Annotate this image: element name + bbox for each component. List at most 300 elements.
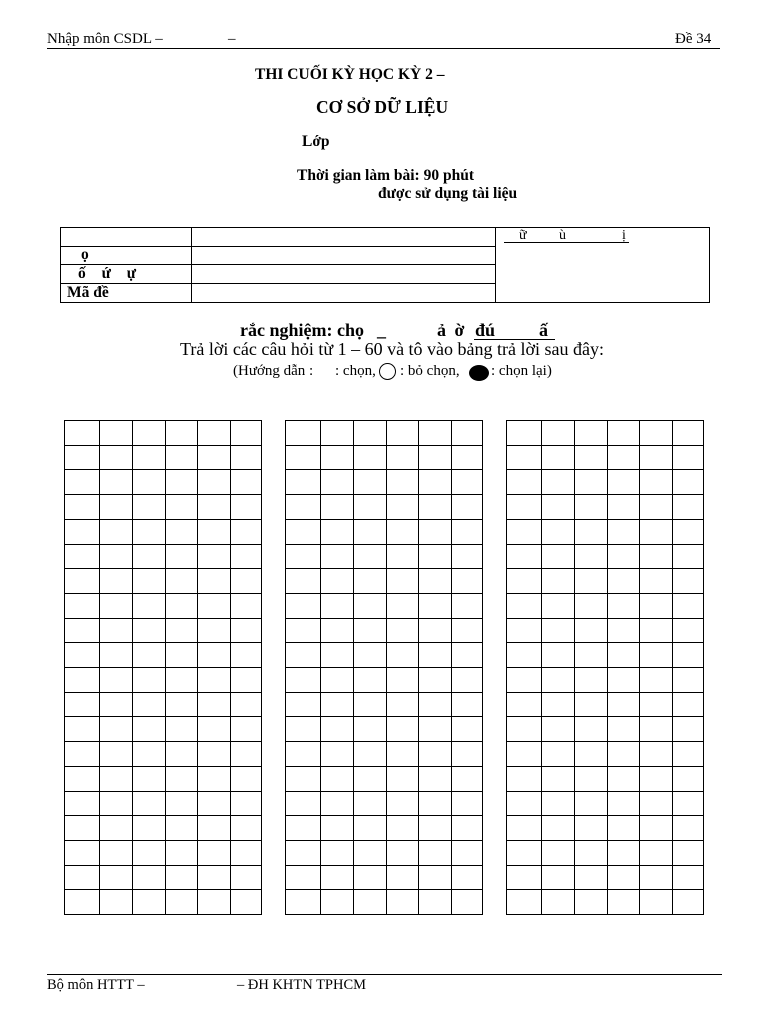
answer-cell [507, 495, 542, 520]
answer-cell [542, 767, 575, 792]
answer-cell [673, 569, 704, 594]
answer-cell [65, 841, 100, 866]
answer-cell [231, 866, 262, 891]
answer-cell [133, 421, 166, 446]
answer-cell [198, 569, 231, 594]
guide-choose: : chọn, [335, 363, 376, 379]
answer-cell [387, 495, 419, 520]
answer-cell [133, 742, 166, 767]
info-label-cell [61, 228, 192, 247]
answer-cell [507, 545, 542, 570]
filled-circle-icon [469, 365, 489, 381]
answer-cell [507, 866, 542, 891]
answer-cell [286, 470, 321, 495]
answer-cell [608, 717, 640, 742]
signature-header-glyph: ù [559, 228, 566, 243]
answer-cell [198, 446, 231, 471]
answer-cell [452, 421, 483, 446]
answer-cell [542, 495, 575, 520]
answer-cell [166, 569, 198, 594]
exam-code-label: Mã đề [61, 284, 192, 303]
answer-cell [166, 545, 198, 570]
answer-cell [507, 668, 542, 693]
info-value-cell [192, 228, 496, 247]
answer-cell [354, 421, 387, 446]
answer-cell [198, 841, 231, 866]
answer-cell [542, 841, 575, 866]
answer-cell [640, 619, 673, 644]
answer-cell [100, 717, 133, 742]
answer-cell [387, 421, 419, 446]
answer-cell [321, 446, 354, 471]
answer-cell [608, 520, 640, 545]
answer-cell [419, 569, 452, 594]
answer-cell [65, 495, 100, 520]
answer-cell [354, 668, 387, 693]
answer-cell [452, 866, 483, 891]
answer-cell [419, 643, 452, 668]
answer-cell [321, 767, 354, 792]
answer-cell [542, 421, 575, 446]
answer-cell [640, 693, 673, 718]
answer-cell [419, 545, 452, 570]
answer-cell [286, 668, 321, 693]
info-value-cell [192, 265, 496, 284]
answer-cell [133, 470, 166, 495]
answer-cell [321, 421, 354, 446]
answer-cell [542, 693, 575, 718]
answer-cell [507, 816, 542, 841]
answer-cell [198, 767, 231, 792]
answer-cell [419, 421, 452, 446]
answer-cell [65, 619, 100, 644]
answer-cell [65, 594, 100, 619]
answer-cell [166, 495, 198, 520]
answer-cell [100, 816, 133, 841]
answer-cell [286, 866, 321, 891]
answer-cell [542, 619, 575, 644]
answer-cell [387, 841, 419, 866]
answer-cell [198, 470, 231, 495]
answer-cell [166, 767, 198, 792]
answer-cell [198, 816, 231, 841]
answer-cell [286, 767, 321, 792]
answer-cell [354, 816, 387, 841]
answer-cell [65, 816, 100, 841]
answer-cell [542, 643, 575, 668]
answer-cell [575, 742, 608, 767]
answer-cell [640, 717, 673, 742]
answer-cell [387, 446, 419, 471]
answer-cell [321, 520, 354, 545]
answer-cell [673, 890, 704, 915]
answer-cell [133, 446, 166, 471]
answer-cell [133, 569, 166, 594]
answer-cell [507, 470, 542, 495]
answer-cell [286, 816, 321, 841]
answer-cell [640, 470, 673, 495]
exam-title: THI CUỐI KỲ HỌC KỲ 2 – [255, 66, 445, 83]
answer-cell [452, 767, 483, 792]
answer-cell [321, 890, 354, 915]
answer-cell [419, 594, 452, 619]
answer-cell [231, 890, 262, 915]
answer-cell [321, 545, 354, 570]
answer-cell [133, 866, 166, 891]
answer-cell [608, 742, 640, 767]
answer-cell [321, 841, 354, 866]
info-label-cell: ố ứ ự [61, 265, 192, 284]
answer-cell [542, 545, 575, 570]
answer-cell [354, 792, 387, 817]
answer-cell [419, 668, 452, 693]
answer-cell [673, 619, 704, 644]
answer-cell [198, 792, 231, 817]
answer-cell [673, 421, 704, 446]
answer-cell [286, 742, 321, 767]
answer-cell [387, 767, 419, 792]
answer-cell [286, 792, 321, 817]
answer-cell [507, 619, 542, 644]
answer-cell [387, 594, 419, 619]
answer-cell [542, 866, 575, 891]
answer-cell [542, 816, 575, 841]
answer-cell [231, 569, 262, 594]
answer-cell [166, 421, 198, 446]
answer-cell [673, 668, 704, 693]
answer-cell [354, 643, 387, 668]
answer-cell [166, 866, 198, 891]
answer-cell [452, 792, 483, 817]
answer-cell [673, 470, 704, 495]
answer-cell [231, 767, 262, 792]
answer-cell [133, 495, 166, 520]
answer-cell [166, 643, 198, 668]
answer-cell [286, 890, 321, 915]
answer-cell [100, 866, 133, 891]
answer-cell [673, 792, 704, 817]
answer-cell [507, 693, 542, 718]
answer-cell [640, 569, 673, 594]
answer-cell [286, 446, 321, 471]
answer-cell [542, 470, 575, 495]
guide-open: (Hướng dẫn : [233, 363, 314, 379]
answer-cell [321, 495, 354, 520]
answer-cell [166, 594, 198, 619]
answer-cell [65, 693, 100, 718]
answer-cell [419, 520, 452, 545]
answer-cell [286, 545, 321, 570]
answer-cell [452, 890, 483, 915]
answer-cell [198, 619, 231, 644]
signature-header-glyph: ị [622, 228, 626, 243]
answer-cell [419, 890, 452, 915]
guide-unchoose: : bỏ chọn, [400, 363, 460, 379]
answer-cell [166, 890, 198, 915]
answer-cell [286, 717, 321, 742]
answer-cell [542, 594, 575, 619]
answer-cell [354, 569, 387, 594]
answer-cell [231, 619, 262, 644]
answer-cell [387, 866, 419, 891]
answer-cell [354, 446, 387, 471]
student-info-table [60, 227, 710, 303]
answer-cell [608, 545, 640, 570]
answer-cell [166, 693, 198, 718]
empty-circle-icon [379, 363, 396, 380]
answer-grid [64, 420, 262, 915]
answer-cell [640, 643, 673, 668]
answer-cell [65, 470, 100, 495]
answer-cell [673, 717, 704, 742]
answer-cell [198, 890, 231, 915]
answer-cell [640, 446, 673, 471]
answer-cell [65, 643, 100, 668]
answer-cell [575, 619, 608, 644]
header-rule [47, 48, 720, 49]
answer-cell [133, 643, 166, 668]
answer-cell [673, 594, 704, 619]
answer-cell [419, 495, 452, 520]
answer-cell [321, 792, 354, 817]
answer-cell [419, 767, 452, 792]
answer-instruction: Trả lời các câu hỏi từ 1 – 60 và tô vào bảng trả lời sau đây: [180, 339, 605, 359]
answer-cell [419, 717, 452, 742]
answer-cell [65, 520, 100, 545]
answer-cell [166, 816, 198, 841]
answer-cell [507, 594, 542, 619]
answer-cell [452, 569, 483, 594]
answer-cell [231, 717, 262, 742]
answer-cell [321, 643, 354, 668]
answer-cell [231, 470, 262, 495]
answer-cell [575, 545, 608, 570]
answer-cell [65, 668, 100, 693]
answer-grid [285, 420, 483, 915]
answer-cell [507, 890, 542, 915]
answer-cell [354, 520, 387, 545]
section-heading-part: ả ờ [437, 320, 465, 340]
answer-cell [321, 816, 354, 841]
answer-cell [575, 841, 608, 866]
answer-grid [506, 420, 704, 915]
answer-cell [286, 841, 321, 866]
answer-cell [387, 619, 419, 644]
answer-cell [419, 792, 452, 817]
answer-cell [321, 717, 354, 742]
answer-cell [286, 421, 321, 446]
header-separator: – [228, 31, 236, 47]
answer-cell [673, 841, 704, 866]
answer-cell [387, 693, 419, 718]
answer-cell [286, 495, 321, 520]
answer-cell [100, 495, 133, 520]
answer-cell [231, 792, 262, 817]
answer-cell [133, 717, 166, 742]
answer-cell [166, 470, 198, 495]
answer-cell [575, 569, 608, 594]
answer-cell [542, 446, 575, 471]
answer-cell [321, 569, 354, 594]
answer-cell [640, 495, 673, 520]
answer-cell [321, 742, 354, 767]
answer-cell [608, 421, 640, 446]
answer-cell [198, 421, 231, 446]
answer-cell [608, 594, 640, 619]
answer-cell [575, 717, 608, 742]
answer-cell [575, 495, 608, 520]
answer-cell [608, 569, 640, 594]
answer-cell [608, 890, 640, 915]
signature-header [504, 228, 629, 243]
answer-cell [640, 816, 673, 841]
answer-cell [387, 717, 419, 742]
answer-cell [231, 668, 262, 693]
answer-cell [133, 693, 166, 718]
answer-cell [673, 520, 704, 545]
answer-cell [100, 668, 133, 693]
answer-cell [354, 890, 387, 915]
answer-cell [133, 594, 166, 619]
answer-cell [387, 643, 419, 668]
answer-cell [387, 520, 419, 545]
section-heading-part: rắc nghiệm: chọ [240, 320, 364, 340]
class-label: Lớp [302, 133, 330, 150]
answer-cell [231, 446, 262, 471]
answer-cell [354, 693, 387, 718]
answer-cell [133, 520, 166, 545]
info-row [61, 228, 710, 247]
answer-cell [608, 841, 640, 866]
answer-cell [452, 495, 483, 520]
answer-cell [65, 742, 100, 767]
answer-cell [133, 792, 166, 817]
answer-cell [575, 767, 608, 792]
answer-cell [575, 693, 608, 718]
answer-cell [507, 446, 542, 471]
answer-cell [575, 421, 608, 446]
answer-cell [542, 742, 575, 767]
answer-cell [133, 545, 166, 570]
answer-cell [65, 767, 100, 792]
answer-cell [100, 569, 133, 594]
answer-cell [354, 767, 387, 792]
answer-cell [640, 767, 673, 792]
answer-cell [452, 545, 483, 570]
section-heading-underlined [474, 321, 555, 340]
answer-cell [419, 866, 452, 891]
answer-cell [575, 643, 608, 668]
answer-cell [640, 668, 673, 693]
answer-cell [452, 668, 483, 693]
answer-cell [166, 792, 198, 817]
answer-cell [542, 569, 575, 594]
answer-cell [354, 866, 387, 891]
answer-cell [166, 841, 198, 866]
course-name: Nhập môn CSDL – [47, 31, 163, 47]
answer-cell [673, 693, 704, 718]
answer-cell [673, 545, 704, 570]
answer-cell [231, 545, 262, 570]
answer-cell [198, 717, 231, 742]
answer-cell [452, 841, 483, 866]
answer-cell [166, 446, 198, 471]
answer-cell [575, 890, 608, 915]
answer-cell [419, 742, 452, 767]
answer-cell [575, 866, 608, 891]
answer-cell [608, 619, 640, 644]
answer-cell [452, 742, 483, 767]
answer-cell [321, 668, 354, 693]
answer-cell [640, 545, 673, 570]
answer-cell [321, 693, 354, 718]
answer-cell [100, 520, 133, 545]
answer-cell [100, 643, 133, 668]
answer-cell [231, 421, 262, 446]
answer-cell [133, 767, 166, 792]
answer-cell [198, 668, 231, 693]
answer-cell [673, 866, 704, 891]
answer-cell [387, 792, 419, 817]
answer-cell [100, 767, 133, 792]
section-heading-part: _ [377, 320, 386, 340]
answer-cell [354, 619, 387, 644]
answer-cell [231, 520, 262, 545]
answer-cell [608, 470, 640, 495]
answer-cell [286, 693, 321, 718]
answer-cell [507, 841, 542, 866]
info-label-cell: ọ [61, 247, 192, 265]
answer-cell [354, 841, 387, 866]
answer-cell [166, 520, 198, 545]
materials-note: được sử dụng tài liệu [378, 185, 518, 202]
answer-cell [673, 495, 704, 520]
answer-cell [354, 742, 387, 767]
answer-cell [198, 545, 231, 570]
answer-cell [542, 792, 575, 817]
answer-cell [387, 545, 419, 570]
answer-cell [133, 668, 166, 693]
answer-cell [673, 742, 704, 767]
answer-cell [452, 594, 483, 619]
answer-cell [65, 890, 100, 915]
answer-cell [387, 470, 419, 495]
answer-cell [133, 841, 166, 866]
answer-cell [608, 495, 640, 520]
answer-cell [419, 619, 452, 644]
answer-cell [231, 841, 262, 866]
answer-cell [65, 717, 100, 742]
answer-cell [354, 545, 387, 570]
answer-cell [608, 693, 640, 718]
answer-cell [65, 421, 100, 446]
answer-cell [419, 816, 452, 841]
answer-cell [100, 742, 133, 767]
footer-university: – ĐH KHTN TPHCM [237, 977, 367, 993]
answer-cell [100, 693, 133, 718]
answer-cell [452, 693, 483, 718]
answer-cell [286, 520, 321, 545]
answer-cell [354, 594, 387, 619]
answer-cell [133, 890, 166, 915]
answer-cell [575, 594, 608, 619]
answer-cell [100, 792, 133, 817]
answer-cell [608, 816, 640, 841]
answer-cell [100, 545, 133, 570]
subject-title: CƠ SỞ DỮ LIỆU [316, 97, 449, 117]
answer-cell [419, 446, 452, 471]
answer-cell [321, 619, 354, 644]
